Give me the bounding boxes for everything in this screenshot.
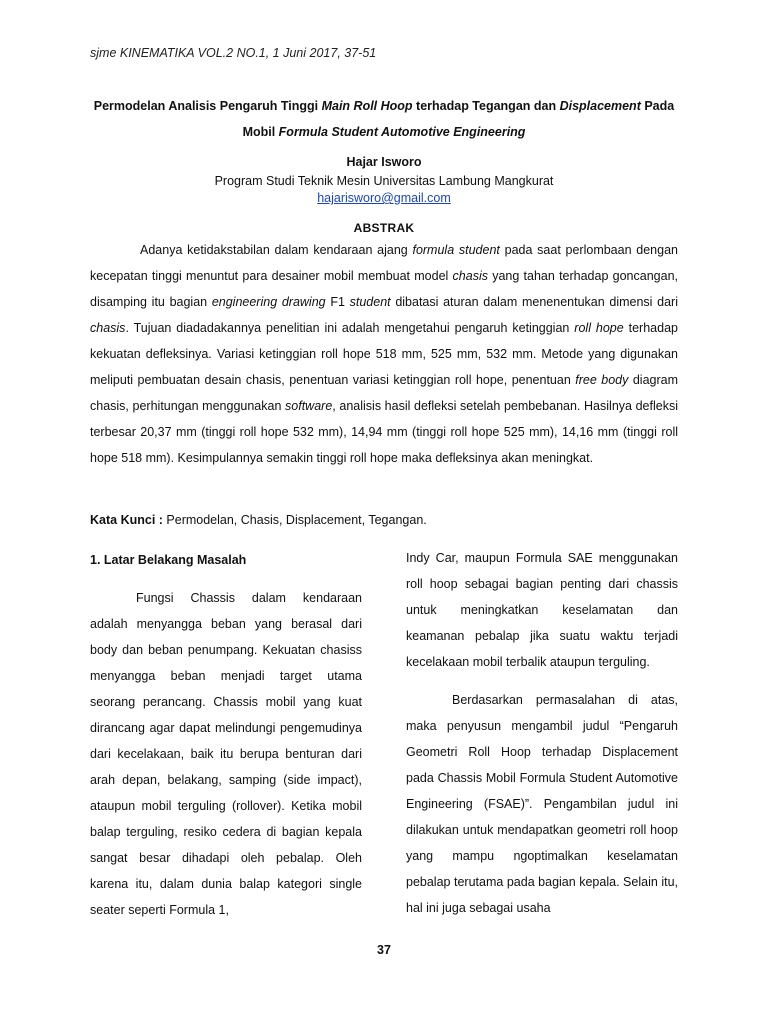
- body-paragraph: Indy Car, maupun Formula SAE menggunakan roll hoop sebagai bagian penting dari chassis untuk meningkatkan keselamatan dan keamanan pebalap jika suatu waktu terjadi kecelakaan mobil terbalik ataupun terguling.: [406, 551, 678, 669]
- abstract-italic-term: engineering drawing: [211, 295, 326, 309]
- abstract-italic-term: software: [285, 399, 333, 413]
- abstract-segment: dibatasi aturan dalam menenentukan dimensi dari: [390, 295, 678, 309]
- abstract-italic-term: chasis: [452, 269, 488, 283]
- abstract-segment: . Tujuan diadadakannya penelitian ini adalah mengetahui pengaruh ketinggian: [125, 321, 575, 335]
- title-italic-part: Displacement: [559, 99, 641, 113]
- title-part: Pada Mobil: [242, 99, 675, 139]
- right-column: [406, 545, 678, 921]
- body-paragraph: Fungsi Chassis dalam kendaraan adalah menyangga beban yang berasal dari body dan beban penumpang. Kekuatan chasiss menyangga beban menjadi target utama seorang perancang. Chassis mobil yang kuat dirancang agar dapat melindungi pengemudinya dari kecelakaan, baik itu berupa benturan dari arah depan, belakang, samping (side impact), ataupun mobil terguling (rollover). Ketika mobil balap terguling, resiko cedera di bagian kepala sangat besar dihadapi oleh pebalap. Oleh karena itu, dalam dunia balap kategori single seater seperti Formula 1,: [90, 591, 362, 917]
- abstract-segment: yang tahan terhadap goncangan, disamping itu bagian: [90, 269, 678, 309]
- keywords-value: Permodelan, Chasis, Displacement, Tegangan.: [162, 513, 427, 527]
- page-number: 37: [377, 943, 391, 957]
- keywords-label: Kata Kunci :: [90, 513, 163, 527]
- abstract-italic-term: student: [349, 295, 391, 309]
- section-heading: 1. Latar Belakang Masalah: [90, 553, 247, 567]
- abstract-segment: , analisis hasil defleksi setelah pembebanan. Hasilnya defleksi terbesar 20,37 mm (tinggi roll hope 532 mm), 14,94 mm (tinggi roll hope 525 mm), 14,16 mm (tinggi roll hope 518 mm). Kesimpulannya semakin tinggi roll hope maka defleksinya akan meningkat.: [90, 399, 678, 465]
- abstract-italic-term: formula student: [412, 243, 500, 257]
- abstract-segment: diagram chasis, perhitungan menggunakan: [90, 373, 678, 413]
- author-name: Hajar Isworo: [346, 155, 422, 169]
- abstract-text: [90, 237, 678, 471]
- title-part: Permodelan Analisis Pengaruh Tinggi: [93, 99, 322, 113]
- title-part: terhadap Tegangan dan: [412, 99, 560, 113]
- author-email-link[interactable]: hajarisworo@gmail.com: [317, 191, 451, 205]
- abstract-segment: Adanya ketidakstabilan dalam kendaraan ajang: [140, 243, 413, 257]
- left-column: [90, 547, 362, 923]
- author-email-line: [0, 191, 768, 205]
- abstract-italic-term: chasis: [90, 321, 126, 335]
- abstract-italic-term: free body: [575, 373, 629, 387]
- keywords-line: [90, 513, 427, 527]
- abstract-segment: pada saat perlombaan dengan kecepatan tinggi menuntut para desainer mobil membuat model: [90, 243, 678, 283]
- abstract-segment: terhadap kekuatan defleksinya. Variasi ketinggian roll hope 518 mm, 525 mm, 532 mm. Metode yang digunakan meliputi pembuatan desain chasis, penentuan variasi ketinggian roll hope, penentuan: [90, 321, 678, 387]
- abstract-italic-term: roll hope: [574, 321, 624, 335]
- title-italic-part: Formula Student Automotive Engineering: [278, 125, 526, 139]
- journal-header: sjme KINEMATIKA VOL.2 NO.1, 1 Juni 2017, 37-51: [90, 46, 377, 60]
- body-paragraph: Berdasarkan permasalahan di atas, maka penyusun mengambil judul “Pengaruh Geometri Roll Hoop terhadap Displacement pada Chassis Mobil Formula Student Automotive Engineering (FSAE)”. Pengambilan judul ini dilakukan untuk mendapatkan geometri roll hoop yang mampu ngoptimalkan keselamatan pebalap terutama pada bagian kepala. Selain itu, hal ini juga sebagai usaha: [406, 693, 678, 915]
- title-italic-part: Main Roll Hoop: [321, 99, 413, 113]
- abstract-segment: F1: [325, 295, 350, 309]
- abstract-heading: ABSTRAK: [353, 221, 415, 235]
- paper-title: [80, 93, 688, 145]
- author-affiliation: Program Studi Teknik Mesin Universitas Lambung Mangkurat: [214, 174, 554, 188]
